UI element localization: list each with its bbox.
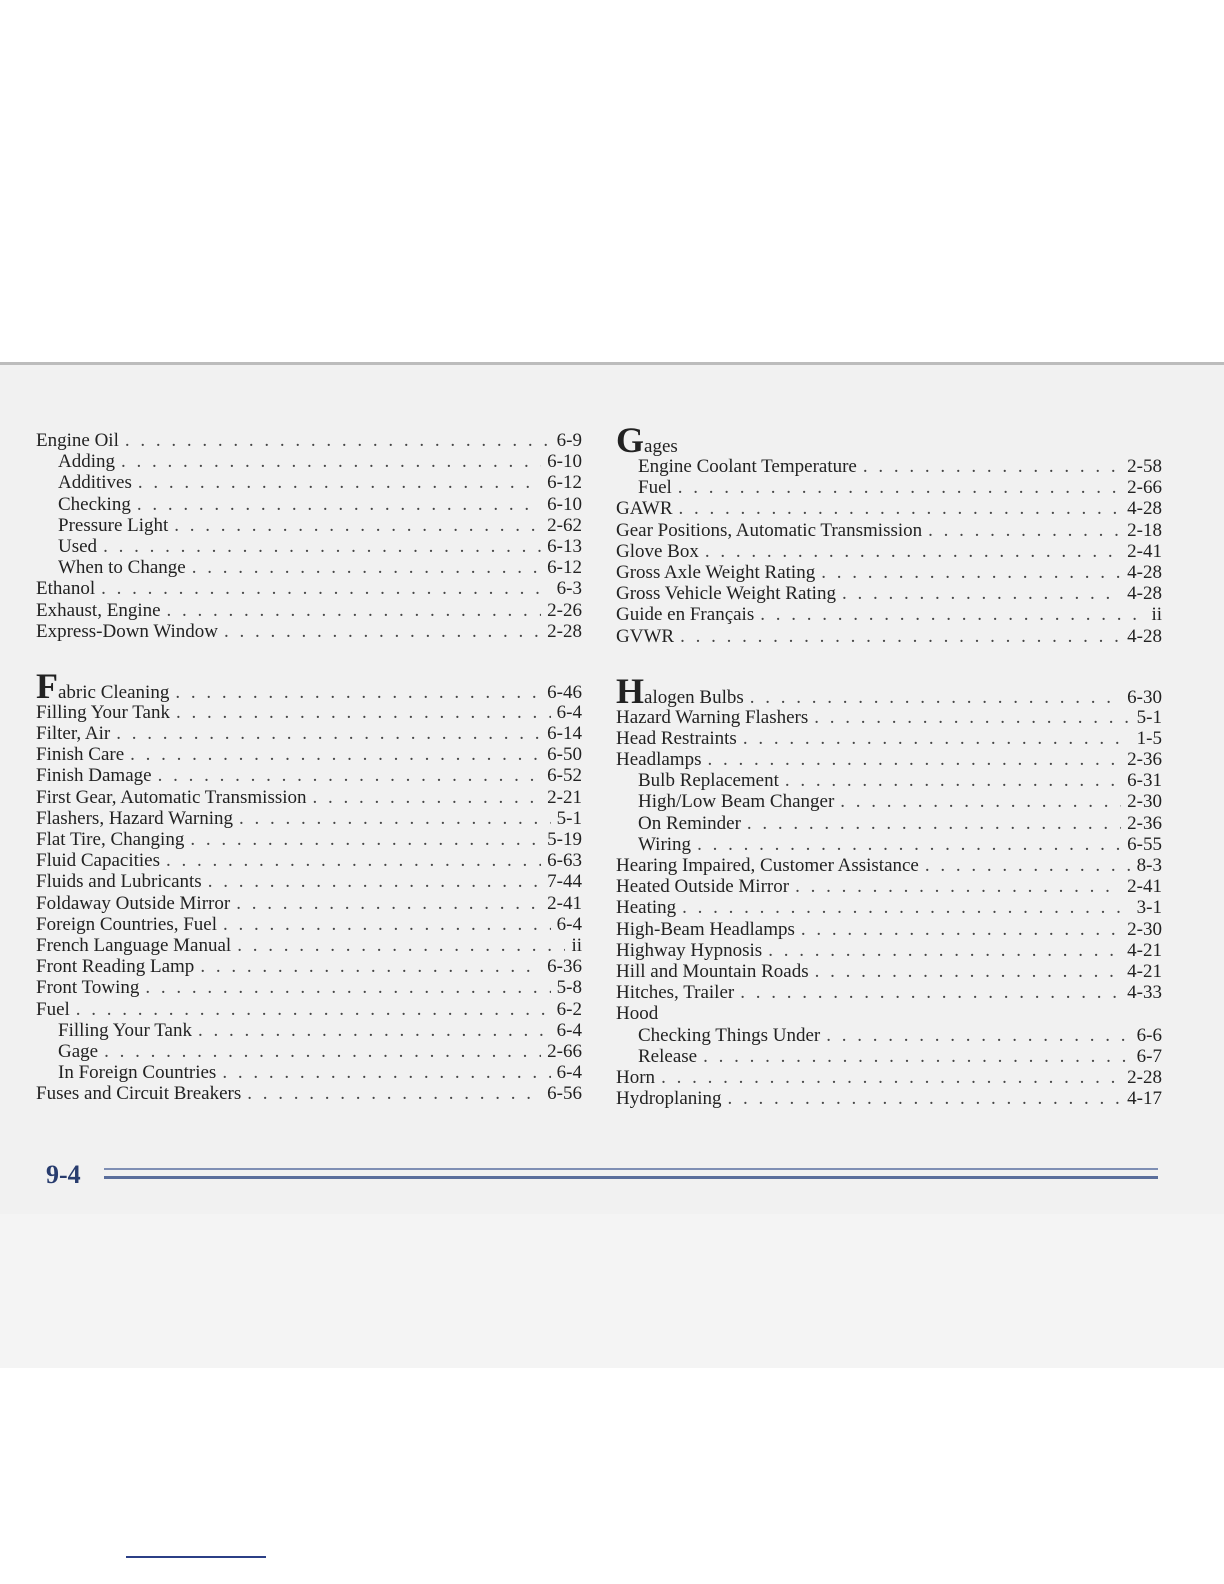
index-entry-gear-positions-automatic-transmission (616, 520, 1162, 541)
index-entry-hood (616, 1003, 1162, 1024)
dot-leader (192, 557, 541, 578)
dot-leader (863, 456, 1121, 477)
index-entry-french-language-manual (36, 935, 582, 956)
entry-page-ref: 7-44 (547, 871, 582, 893)
entry-label: Fuel (638, 477, 672, 499)
entry-page-ref: 6-50 (547, 744, 582, 766)
entry-label: On Reminder (638, 812, 741, 834)
dot-leader (224, 621, 541, 642)
footer-rule-thick (104, 1176, 1158, 1179)
entry-page-ref: ii (571, 934, 582, 956)
entry-label: Foldaway Outside Mirror (36, 892, 231, 914)
dot-leader (208, 871, 541, 892)
index-subentry-gage (36, 1041, 582, 1062)
entry-label: Gross Axle Weight Rating (616, 561, 816, 583)
dot-leader (703, 1046, 1131, 1067)
entry-page-ref: 4-28 (1127, 561, 1162, 583)
entry-label: Additives (58, 472, 132, 494)
index-entry-engine-oil (36, 430, 582, 451)
entry-page-ref: 2-28 (1127, 1066, 1162, 1088)
entry-page-ref: 6-4 (556, 1062, 582, 1084)
index-entry-heating (616, 897, 1162, 918)
dot-leader (166, 850, 541, 871)
entry-label: Gross Vehicle Weight Rating (616, 583, 836, 605)
entry-label: Exhaust, Engine (36, 599, 161, 621)
entry-label: Hood (616, 1003, 659, 1025)
entry-page-ref: 2-36 (1127, 749, 1162, 771)
index-entry-gages (616, 420, 1162, 460)
entry-label: Foreign Countries, Fuel (36, 913, 218, 935)
page-number: 9-4 (46, 1160, 81, 1189)
entry-page-ref: 6-36 (547, 956, 582, 978)
entry-label: Filling Your Tank (36, 701, 170, 723)
dot-leader (223, 914, 551, 935)
index-entry-finish-care (36, 744, 582, 765)
index-entry-hill-and-mountain-roads (616, 961, 1162, 982)
dot-leader (768, 940, 1121, 961)
index-entry-hitches-trailer (616, 982, 1162, 1003)
drop-cap: F (36, 665, 58, 706)
dot-leader (925, 855, 1131, 876)
index-entry-fabric-cleaning (36, 665, 582, 706)
dot-leader (814, 707, 1130, 728)
entry-page-ref: 4-33 (1127, 982, 1162, 1004)
index-subentry-checking (36, 494, 582, 515)
entry-page-ref: 2-30 (1127, 918, 1162, 940)
dot-leader (138, 472, 541, 493)
dot-leader (176, 702, 551, 723)
dot-leader (222, 1062, 550, 1083)
entry-label: Front Reading Lamp (36, 956, 195, 978)
index-entry-gross-vehicle-weight-rating (616, 583, 1162, 604)
entry-page-ref: 4-21 (1127, 960, 1162, 982)
index-subentry-pressure-light (36, 515, 582, 536)
entry-page-ref: ii (1151, 604, 1162, 626)
entry-label: Hazard Warning Flashers (616, 706, 809, 728)
entry-label: Head Restraints (616, 727, 737, 749)
index-entry-horn (616, 1067, 1162, 1088)
entry-page-ref: 4-17 (1127, 1088, 1162, 1110)
entry-page-ref: 6-30 (1127, 686, 1162, 708)
entry-page-ref: 6-4 (556, 1019, 582, 1041)
entry-label: Fuses and Circuit Breakers (36, 1083, 242, 1105)
index-entry-ethanol (36, 578, 582, 599)
dot-leader (928, 520, 1121, 541)
entry-page-ref: 5-1 (1136, 706, 1162, 728)
entry-page-ref: 6-4 (556, 701, 582, 723)
entry-page-ref: 5-8 (556, 977, 582, 999)
entry-label: Fluids and Lubricants (36, 871, 202, 893)
entry-page-ref: 4-21 (1127, 939, 1162, 961)
entry-page-ref: 8-3 (1136, 855, 1162, 876)
index-entry-gross-axle-weight-rating (616, 562, 1162, 583)
entry-page-ref: 2-41 (547, 892, 582, 914)
dot-leader (104, 1041, 541, 1062)
entry-page-ref: 6-12 (547, 557, 582, 579)
page-link-underline (126, 1556, 266, 1558)
index-entry-flashers-hazard-warning (36, 808, 582, 829)
dot-leader (116, 723, 541, 744)
index-entry-express-down-window (36, 621, 582, 642)
entry-page-ref: 2-26 (547, 599, 582, 621)
dot-leader (697, 834, 1121, 855)
index-subentry-in-foreign-countries (36, 1062, 582, 1083)
dot-leader (167, 600, 542, 621)
entry-page-ref: 6-52 (547, 765, 582, 787)
index-entry-gvwr (616, 626, 1162, 647)
entry-label: Front Towing (36, 977, 140, 999)
entry-page-ref: 6-63 (547, 850, 582, 872)
index-subentry-when-to-change (36, 557, 582, 578)
entry-page-ref: 2-41 (1127, 540, 1162, 562)
dot-leader (190, 829, 541, 850)
entry-label: GAWR (616, 498, 673, 520)
entry-label: Guide en Français (616, 604, 755, 626)
dot-leader (705, 541, 1121, 562)
dot-leader (103, 536, 541, 557)
dot-leader (137, 494, 541, 515)
dot-leader (760, 604, 1145, 625)
entry-page-ref: 4-28 (1127, 498, 1162, 520)
entry-page-ref: 6-4 (556, 913, 582, 935)
entry-label: When to Change (58, 557, 186, 579)
index-entry-exhaust-engine (36, 600, 582, 621)
entry-label: First Gear, Automatic Transmission (36, 786, 307, 808)
entry-label: Pressure Light (58, 514, 169, 536)
index-entry-foreign-countries-fuel (36, 914, 582, 935)
index-entry-fluids-and-lubricants (36, 871, 582, 892)
entry-label: Hill and Mountain Roads (616, 960, 809, 982)
dot-leader (680, 626, 1121, 647)
index-letter-group (616, 670, 1162, 1110)
dot-leader (707, 749, 1121, 770)
index-subentry-fuel (616, 477, 1162, 498)
index-entry-highway-hypnosis (616, 940, 1162, 961)
index-entry-flat-tire-changing (36, 829, 582, 850)
index-subentry-engine-coolant-temperature (616, 456, 1162, 477)
entry-label: GVWR (616, 625, 675, 647)
index-subentry-checking-things-under (616, 1025, 1162, 1046)
entry-label: Wiring (638, 833, 692, 855)
entry-label: Fluid Capacities (36, 850, 161, 872)
index-entry-front-reading-lamp (36, 956, 582, 977)
dot-leader (247, 1083, 541, 1104)
entry-label: Heating (616, 897, 677, 919)
entry-page-ref: 6-13 (547, 535, 582, 557)
dot-leader (740, 982, 1121, 1003)
entry-label: Hitches, Trailer (616, 982, 735, 1004)
entry-page-ref: 6-46 (547, 681, 582, 703)
scanned-page-lower-band (0, 1214, 1224, 1368)
dot-leader (158, 765, 542, 786)
entry-page-ref: 6-10 (547, 451, 582, 473)
entry-page-ref: 6-9 (556, 430, 582, 451)
entry-page-ref: 2-30 (1127, 791, 1162, 813)
entry-page-ref: 3-1 (1136, 897, 1162, 919)
dot-leader (101, 578, 551, 599)
entry-page-ref: 6-14 (547, 723, 582, 745)
entry-page-ref: 6-56 (547, 1083, 582, 1105)
index-letter-group (36, 665, 582, 1105)
entry-label: In Foreign Countries (58, 1062, 217, 1084)
dot-leader (678, 477, 1121, 498)
entry-label: Glove Box (616, 540, 699, 562)
drop-cap-rest: abric Cleaning (58, 681, 170, 703)
entry-label: Hearing Impaired, Customer Assistance (616, 855, 919, 876)
entry-label: Release (638, 1045, 698, 1067)
entry-label: Headlamps (616, 749, 702, 771)
index-entry-high-beam-headlamps (616, 919, 1162, 940)
entry-page-ref: 6-7 (1136, 1045, 1162, 1067)
entry-page-ref: 4-28 (1127, 583, 1162, 605)
index-entry-headlamps (616, 749, 1162, 770)
index-entry-hazard-warning-flashers (616, 707, 1162, 728)
dot-leader (76, 999, 551, 1020)
entry-label: High-Beam Headlamps (616, 918, 795, 940)
drop-cap-rest: ages (644, 436, 678, 457)
entry-label: Adding (58, 451, 115, 473)
index-entry-hearing-impaired-customer-assistance (616, 855, 1162, 876)
entry-page-ref: 2-36 (1127, 812, 1162, 834)
index-entry-fuel (36, 999, 582, 1020)
dot-leader (815, 961, 1122, 982)
entry-page-ref: 1-5 (1136, 727, 1162, 749)
dot-leader (728, 1088, 1122, 1109)
index-subentry-used (36, 536, 582, 557)
entry-label: Used (58, 535, 98, 557)
index-entry-finish-damage (36, 765, 582, 786)
entry-page-ref: 2-58 (1127, 456, 1162, 477)
drop-cap-rest: alogen Bulbs (644, 686, 744, 708)
entry-label: Filling Your Tank (58, 1019, 192, 1041)
dot-leader (785, 770, 1121, 791)
index-subentry-adding (36, 451, 582, 472)
dot-leader (795, 876, 1121, 897)
dot-leader (313, 787, 542, 808)
entry-page-ref: 6-2 (556, 998, 582, 1020)
index-subentry-bulb-replacement (616, 770, 1162, 791)
index-subentry-on-reminder (616, 813, 1162, 834)
dot-leader (840, 791, 1121, 812)
index-entry-fuses-and-circuit-breakers (36, 1083, 582, 1104)
index-entry-glove-box (616, 541, 1162, 562)
entry-page-ref: 6-6 (1136, 1024, 1162, 1046)
dot-leader (842, 583, 1121, 604)
dot-leader (747, 813, 1121, 834)
index-entry-front-towing (36, 977, 582, 998)
entry-label: Engine Coolant Temperature (638, 456, 857, 477)
entry-label: Finish Damage (36, 765, 152, 787)
dot-leader (130, 744, 541, 765)
entry-page-ref: 5-19 (547, 829, 582, 850)
index-subentry-filling-your-tank (36, 1020, 582, 1041)
index-entry-foldaway-outside-mirror (36, 893, 582, 914)
index-subentry-high-low-beam-changer (616, 791, 1162, 812)
entry-label: Horn (616, 1066, 656, 1088)
footer-rule (104, 1168, 1158, 1170)
entry-label: Bulb Replacement (638, 770, 779, 792)
index-entry-first-gear-automatic-transmission (36, 787, 582, 808)
index-entry-head-restraints (616, 728, 1162, 749)
entry-page-ref: 5-1 (556, 807, 582, 829)
entry-label: Ethanol (36, 578, 96, 600)
entry-page-ref: 2-66 (547, 1040, 582, 1062)
entry-page-ref: 6-3 (556, 578, 582, 600)
entry-label: Fuel (36, 998, 70, 1020)
index-entry-gawr (616, 498, 1162, 519)
index-entry-filter-air (36, 723, 582, 744)
dot-leader (821, 562, 1121, 583)
dot-leader (679, 498, 1122, 519)
entry-page-ref: 2-66 (1127, 477, 1162, 499)
dot-leader (801, 919, 1121, 940)
entry-label: Checking Things Under (638, 1024, 821, 1046)
dot-leader (121, 451, 541, 472)
entry-label: Heated Outside Mirror (616, 876, 790, 898)
dot-leader (239, 808, 551, 829)
drop-cap: H (616, 670, 645, 711)
entry-label: Flat Tire, Changing (36, 829, 185, 850)
index-entry-halogen-bulbs (616, 670, 1162, 711)
entry-page-ref: 2-28 (547, 620, 582, 642)
index-column-right (616, 420, 1162, 1143)
dot-leader (145, 977, 550, 998)
dot-leader (743, 728, 1131, 749)
entry-label: Filter, Air (36, 723, 111, 745)
index-letter-group (36, 430, 582, 642)
entry-page-ref: 2-21 (547, 786, 582, 808)
dot-leader (661, 1067, 1121, 1088)
index-subentry-wiring (616, 834, 1162, 855)
entry-label: Gage (58, 1040, 99, 1062)
index-subentry-release (616, 1046, 1162, 1067)
entry-page-ref: 2-62 (547, 514, 582, 536)
entry-page-ref: 2-41 (1127, 876, 1162, 898)
index-entry-filling-your-tank (36, 702, 582, 723)
entry-page-ref: 6-55 (1127, 833, 1162, 855)
index-entry-hydroplaning (616, 1088, 1162, 1109)
index-entry-heated-outside-mirror (616, 876, 1162, 897)
entry-label: French Language Manual (36, 934, 232, 956)
dot-leader (125, 430, 551, 451)
entry-label: Gear Positions, Automatic Transmission (616, 519, 923, 541)
entry-label: High/Low Beam Changer (638, 791, 835, 813)
entry-label: Highway Hypnosis (616, 939, 763, 961)
dot-leader (682, 897, 1131, 918)
entry-page-ref: 2-18 (1127, 519, 1162, 541)
entry-label: Finish Care (36, 744, 125, 766)
entry-page-ref: 6-31 (1127, 770, 1162, 792)
dot-leader (174, 515, 541, 536)
index-letter-group (616, 420, 1162, 647)
entry-label: Flashers, Hazard Warning (36, 807, 234, 829)
dot-leader (826, 1025, 1130, 1046)
entry-label: Hydroplaning (616, 1088, 722, 1110)
index-entry-fluid-capacities (36, 850, 582, 871)
entry-label: Express-Down Window (36, 620, 219, 642)
dot-leader (200, 956, 541, 977)
index-subentry-additives (36, 472, 582, 493)
entry-page-ref: 6-12 (547, 472, 582, 494)
entry-page-ref: 4-28 (1127, 625, 1162, 647)
entry-page-ref: 6-10 (547, 493, 582, 515)
dot-leader (237, 935, 565, 956)
dot-leader (236, 893, 541, 914)
dot-leader (198, 1020, 551, 1041)
entry-label: Checking (58, 493, 131, 515)
index-entry-guide-en-fran-ais (616, 604, 1162, 625)
entry-label: Engine Oil (36, 430, 119, 451)
index-column-left (36, 430, 582, 1138)
drop-cap: G (616, 420, 645, 460)
